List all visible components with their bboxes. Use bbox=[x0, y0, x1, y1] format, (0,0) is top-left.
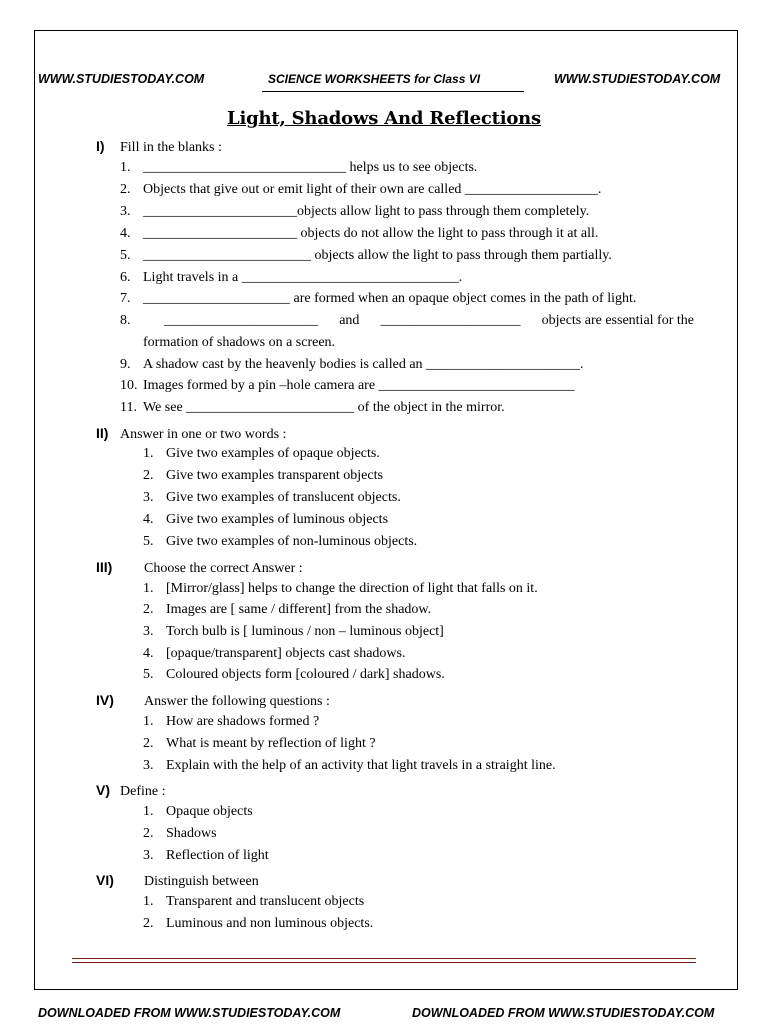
header-site-left: WWW.STUDIESTODAY.COM bbox=[38, 72, 205, 86]
header-underline bbox=[262, 91, 524, 92]
list-item: 5. ________________________ objects allow the light to pass through them partially. bbox=[120, 248, 612, 263]
list-item: 4. Give two examples of luminous objects bbox=[143, 512, 389, 527]
list-item: 1. _____________________________ helps us to see objects. bbox=[120, 160, 478, 175]
list-item: 1. [Mirror/glass] helps to change the direction of light that falls on it. bbox=[143, 581, 538, 596]
section-4-heading bbox=[96, 692, 330, 710]
footer-site-left: DOWNLOADED FROM WWW.STUDIESTODAY.COM bbox=[38, 1006, 341, 1020]
header-site-right: WWW.STUDIESTODAY.COM bbox=[554, 72, 721, 86]
section-title: Fill in the blanks : bbox=[120, 140, 222, 155]
list-item: 4. ______________________ objects do not allow the light to pass through it at all. bbox=[120, 226, 599, 241]
list-item: 3. Reflection of light bbox=[143, 848, 269, 863]
list-item: 3. ______________________objects allow light to pass through them completely. bbox=[120, 204, 590, 219]
list-item: 7. _____________________ are formed when an opaque object comes in the path of light. bbox=[120, 291, 637, 306]
section-numeral: III) bbox=[96, 559, 113, 575]
list-item: 2. Objects that give out or emit light of their own are called ___________________. bbox=[120, 182, 602, 197]
list-item: 4. [opaque/transparent] objects cast shadows. bbox=[143, 646, 406, 661]
list-item: 2. Shadows bbox=[143, 826, 217, 841]
footer-site-right: DOWNLOADED FROM WWW.STUDIESTODAY.COM bbox=[412, 1006, 715, 1020]
section-3-heading bbox=[96, 559, 303, 577]
list-item: 5. Coloured objects form [coloured / dark] shadows. bbox=[143, 667, 445, 682]
section-2-heading bbox=[96, 425, 286, 443]
page-title: Light, Shadows And Reflections bbox=[227, 108, 541, 129]
list-item: 9. A shadow cast by the heavenly bodies is called an ______________________. bbox=[120, 357, 584, 372]
list-item-continuation: formation of shadows on a screen. bbox=[143, 335, 336, 350]
list-item: 11. We see ________________________ of the object in the mirror. bbox=[120, 400, 505, 415]
section-numeral: VI) bbox=[96, 872, 114, 888]
section-1-heading bbox=[96, 138, 222, 156]
section-title: Distinguish between bbox=[144, 874, 259, 889]
list-item: 3. Torch bulb is [ luminous / non – luminous object] bbox=[143, 624, 444, 639]
list-item: 2. Give two examples transparent objects bbox=[143, 468, 383, 483]
section-title: Choose the correct Answer : bbox=[144, 561, 303, 576]
section-title: Define : bbox=[120, 784, 166, 799]
list-item: 10. Images formed by a pin –hole camera are ____________________________ bbox=[120, 378, 575, 393]
list-item: 1. Transparent and translucent objects bbox=[143, 894, 365, 909]
section-numeral: I) bbox=[96, 138, 105, 154]
section-numeral: V) bbox=[96, 782, 110, 798]
list-item: 2. Images are [ same / different] from the shadow. bbox=[143, 602, 432, 617]
list-item: 3. Give two examples of translucent objects. bbox=[143, 490, 401, 505]
list-item: 6. Light travels in a _______________________________. bbox=[120, 270, 463, 285]
list-item: 2. What is meant by reflection of light ? bbox=[143, 736, 376, 751]
section-numeral: IV) bbox=[96, 692, 114, 708]
section-title: Answer in one or two words : bbox=[120, 427, 287, 442]
list-item: 2. Luminous and non luminous objects. bbox=[143, 916, 374, 931]
list-item: 5. Give two examples of non-luminous objects. bbox=[143, 534, 418, 549]
list-item: 3. Explain with the help of an activity that light travels in a straight line. bbox=[143, 758, 556, 773]
list-item: 8. ______________________ and ____________________ objects are essential for the bbox=[120, 313, 694, 328]
section-6-heading bbox=[96, 872, 259, 890]
section-numeral: II) bbox=[96, 425, 109, 441]
footer-divider-secondary bbox=[72, 962, 696, 963]
list-item: 1. Give two examples of opaque objects. bbox=[143, 446, 380, 461]
footer-divider bbox=[72, 958, 696, 959]
section-title: Answer the following questions : bbox=[144, 694, 330, 709]
section-5-heading bbox=[96, 782, 165, 800]
list-item: 1. How are shadows formed ? bbox=[143, 714, 320, 729]
list-item: 1. Opaque objects bbox=[143, 804, 253, 819]
header-worksheet-title: SCIENCE WORKSHEETS for Class VI bbox=[268, 72, 481, 86]
